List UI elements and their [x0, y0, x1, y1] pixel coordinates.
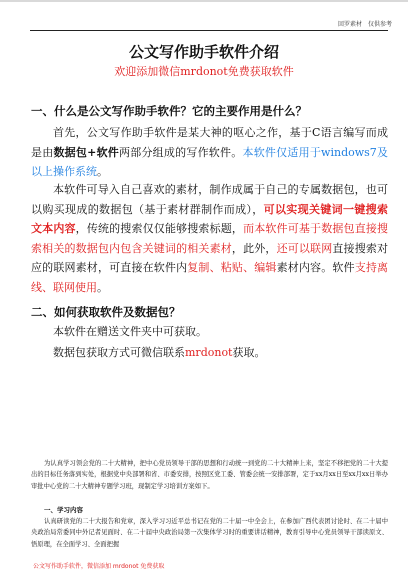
s1p2-text-h: 复制、粘贴、编辑 — [187, 261, 277, 274]
s2p1-text: 本软件在赠送文件夹中可获取。 — [53, 325, 207, 338]
s1p1-text-c: 两部分组成的写作软件。 — [119, 145, 243, 159]
s1p2-text-f: 还可以联网 — [276, 241, 333, 255]
section-1-heading: 一、什么是公文写作助手软件？它的主要作用是什么？ — [31, 104, 307, 118]
s1p2-text-j: 支持离线、联网使用 — [31, 261, 389, 294]
page-subtitle: 欢迎添加微信mrdonot免费获取软件 — [114, 65, 294, 78]
s2p2-text-a: 数据包获取方式可微信联系 — [53, 346, 185, 359]
s1p1-text-a: 首先，公文写作助手软件是某大神的呕心之作，基于C语言编写而成是由 — [31, 126, 388, 159]
s1p1-text-d: 本软件仅适用于windows7及以上操作系统 — [31, 145, 389, 178]
s1p2-text-g: 直接搜索对应的联网素材，可直接在软件内 — [31, 241, 389, 274]
section-2-paragraph-2 — [31, 343, 388, 363]
s2p2-text-b: mrdonot — [185, 346, 233, 359]
lower-body-paragraph: 认真研读党的二十大报告和党章，深入学习习近平总书记在党的二十届一中全会上，在参加广西代表团讨论时、在二十届中央政治局常委同中外记者见面时、在二十届中央政治局第一次集体学习时的重要讲话精神，教育引导中心党员领导干部读原文、悟原理，在全面学习、全面把握 — [31, 518, 388, 548]
s1p1-text-b: 数据包+软件 — [53, 145, 120, 159]
s1p2-text-k: 。 — [97, 280, 108, 294]
s2p2-text-c: 获取。 — [232, 346, 266, 359]
footer-note: 公文写作助手软件，微信添加 mrdonot 免费获取 — [33, 563, 165, 570]
header-rule — [30, 30, 388, 31]
s1p1-text-e: 。 — [97, 165, 108, 178]
s1p2-text-i: 素材内容。软件 — [276, 261, 355, 274]
s1p2-text-b: 可以实现关键词一键搜索文本内容 — [31, 202, 389, 235]
section-2-heading: 二、如何获取软件及数据包？ — [31, 305, 181, 319]
page-title: 公文写作助手软件介绍 — [128, 43, 279, 61]
top-border — [0, 0, 408, 2]
s1p2-text-e: ，此外， — [231, 241, 277, 255]
section-1-paragraph-2 — [31, 180, 388, 297]
section-1-paragraph-1 — [31, 123, 388, 182]
header-note: 回罗素材 仅供参考 — [337, 21, 392, 28]
section-2-paragraph-1 — [31, 322, 388, 342]
lower-heading: 一、学习内容 — [44, 506, 83, 514]
s1p2-text-d: 而本软件可基于数据包直接搜索相关的数据包内包含关键词的相关素材 — [31, 222, 389, 255]
s1p2-text-c: ，传统的搜索仅仅能够搜索标题， — [75, 222, 244, 235]
s1p2-text-a: 本软件可导入自己喜欢的素材，制作成属于自己的专属数据包，也可以购买现成的数据包（基于素材群制作而成）， — [31, 183, 388, 216]
lower-intro-paragraph: 为认真学习领会党的二十大精神，把中心党员领导干部的思想和行动统一到党的二十大精神上来，坚定不移把党的二十大提出的目标任务落到实处，根据党中央部署和省、市委安排，按照区党工委、管委会统一安排部署，定于xx月xx日至xx月xx日举办审批中心党的二十大精神专题学习班，现制定学习培训方案如下。 — [31, 460, 388, 490]
